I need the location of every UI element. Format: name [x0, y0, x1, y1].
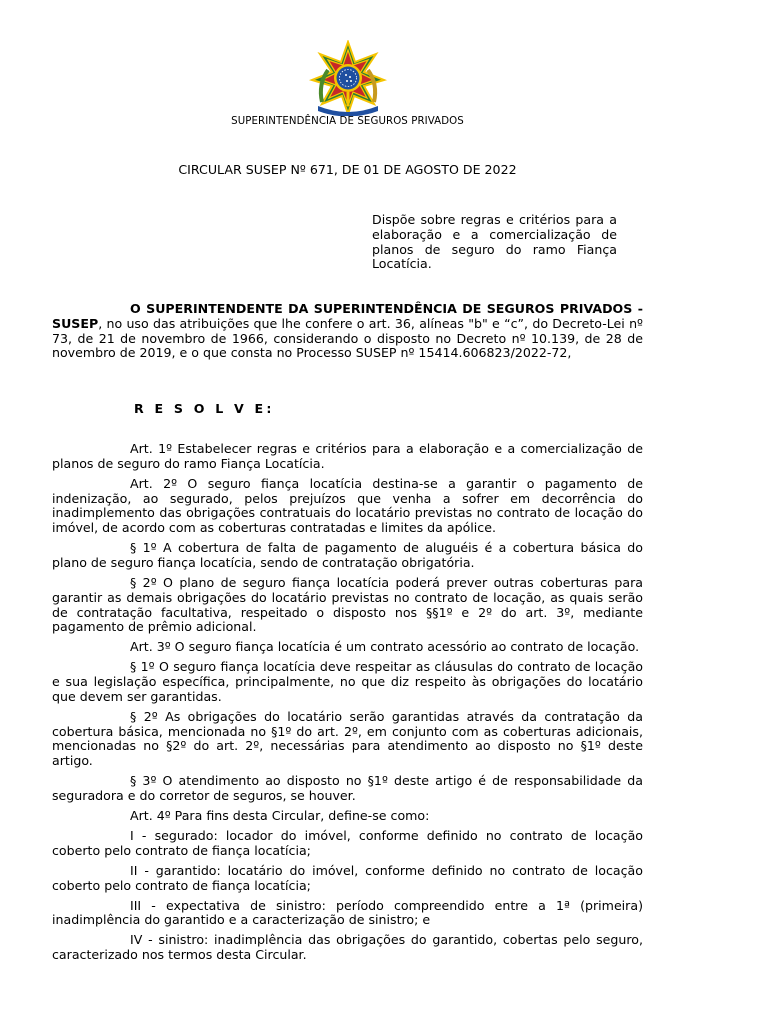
agency-name: SUPERINTENDÊNCIA DE SEGUROS PRIVADOS [231, 116, 464, 127]
article-4-item-iii: III - expectativa de sinistro: período compreendido entre a 1ª (primeira) inadimplência do garantido e a caracterização de sinistro; e [52, 897, 643, 928]
resolve-heading: R E S O L V E: [134, 401, 275, 416]
preamble-text: , no uso das atribuições que lhe confere o art. 36, alíneas "b" e “c”, do Decreto-Lei nº 73, de 21 de novembro de 1966, considerando o disposto no Decreto nº 10.139, de 28 de novembro de 2019, e o que consta no Processo SUSEP nº 15414.606823/2022-72, [52, 315, 643, 361]
article-3-paragraph-2: § 2º As obrigações do locatário serão garantidas através da contratação da cobertura básica, mencionada no §1º do art. 2º, em conjunto com as coberturas adicionais, mencionadas no §2º do art. 2º, necessárias para atendimento ao disposto no §1º deste artigo. [52, 708, 643, 769]
article-4-item-iv: IV - sinistro: inadimplência das obrigações do garantido, cobertas pelo seguro, caracterizado nos termos desta Circular. [52, 932, 643, 963]
article-4-item-ii: II - garantido: locatário do imóvel, conforme definido no contrato de locação coberto pelo contrato de fiança locatícia; [52, 862, 643, 893]
preamble-bold: O SUPERINTENDENTE DA SUPERINTENDÊNCIA DE SEGUROS PRIVADOS - SUSEP [52, 301, 643, 331]
circular-title: CIRCULAR SUSEP Nº 671, DE 01 DE AGOSTO DE 2022 [178, 162, 517, 177]
article-4-item-i: I - segurado: locador do imóvel, conforme definido no contrato de locação coberto pelo contrato de fiança locatícia; [52, 828, 643, 858]
article-3-paragraph-1: § 1º O seguro fiança locatícia deve respeitar as cláusulas do contrato de locação e sua legislação específica, principalmente, no que diz respeito às obrigações do locatário que devem ser garantidas. [52, 659, 643, 704]
articles-body [52, 442, 643, 968]
article-4: Art. 4º Para fins desta Circular, define-se como: [130, 808, 430, 824]
brazil-coat-of-arms-icon [308, 40, 388, 116]
article-2-paragraph-2: § 2º O plano de seguro fiança locatícia poderá prever outras coberturas para garantir as demais obrigações do locatário previstas no contrato de locação, as quais serão de contratação facultativa, respeitado o disposto nos §§1º e 2º do art. 3º, mediante pagamento de prêmio adicional. [52, 574, 643, 635]
document-page [52, 0, 643, 1024]
article-2-paragraph-1: § 1º A cobertura de falta de pagamento de aluguéis é a cobertura básica do plano de seguro fiança locatícia, sendo de contratação obrigatória. [52, 540, 643, 570]
preamble [52, 302, 643, 361]
ementa: Dispõe sobre regras e critérios para a elaboração e a comercialização de planos de seguro do ramo Fiança Locatícia. [372, 212, 617, 272]
article-2: Art. 2º O seguro fiança locatícia destina-se a garantir o pagamento de indenização, ao segurado, pelos prejuízos que venha a sofrer em decorrência do inadimplemento das obrigações contratuais do locatário previstas no contrato de locação do imóvel, de acordo com as coberturas contratadas e limites da apólice. [52, 475, 643, 536]
article-3: Art. 3º O seguro fiança locatícia é um contrato acessório ao contrato de locação. [130, 639, 640, 655]
article-1: Art. 1º Estabelecer regras e critérios para a elaboração e a comercialização de planos de seguro do ramo Fiança Locatícia. [52, 441, 643, 471]
article-3-paragraph-3: § 3º O atendimento ao disposto no §1º deste artigo é de responsabilidade da seguradora e do corretor de seguros, se houver. [52, 773, 643, 804]
